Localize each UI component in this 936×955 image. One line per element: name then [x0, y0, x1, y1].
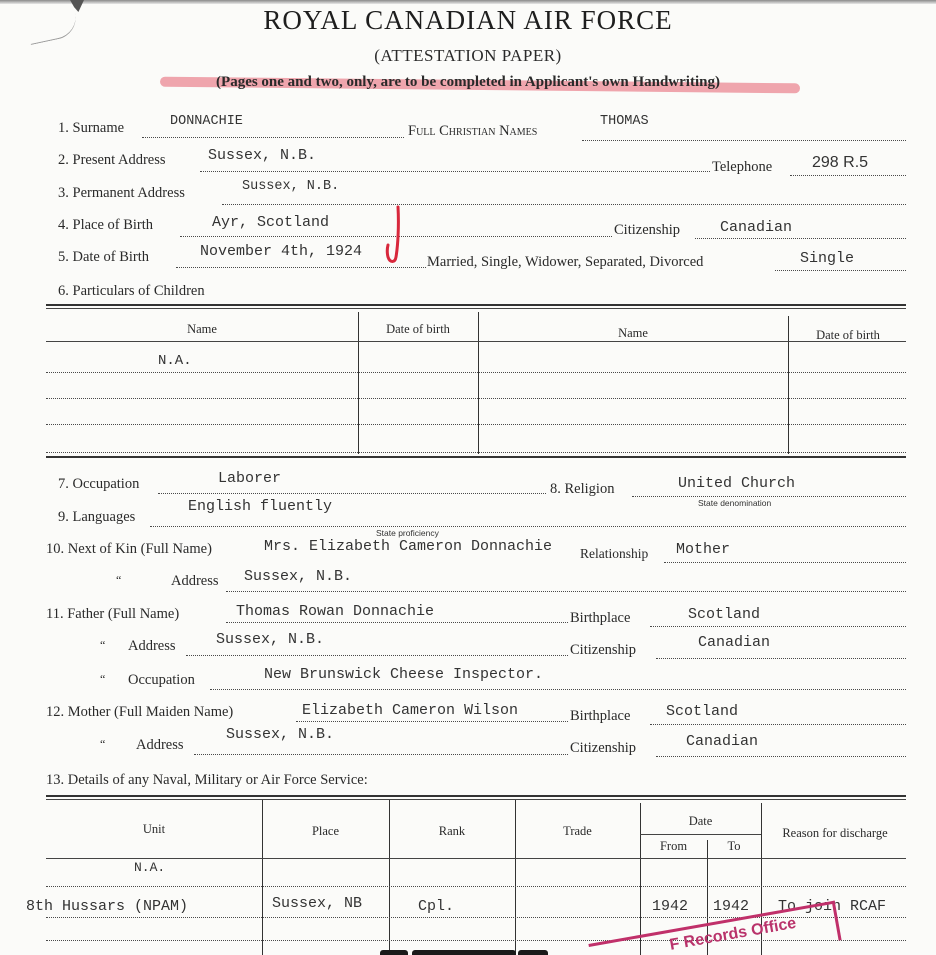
- service-place-cell: Sussex, NB: [272, 895, 363, 912]
- header-rule: [46, 341, 906, 342]
- mother-address-line: [194, 754, 568, 755]
- relationship-label: Relationship: [580, 546, 649, 561]
- present-address-value: Sussex, N.B.: [208, 147, 317, 164]
- relationship-line: [664, 562, 906, 563]
- father-name-line: [226, 622, 568, 623]
- mother-name-value: Elizabeth Cameron Wilson: [302, 702, 519, 719]
- mother-citizenship-label: Citizenship: [570, 740, 637, 756]
- service-reason-cell: To join RCAF: [778, 898, 887, 915]
- mother-name-label: 12. Mother (Full Maiden Name): [46, 704, 234, 720]
- christian-names-label: Full Christian Names: [408, 123, 538, 139]
- surname-value: DONNACHIE: [170, 114, 243, 129]
- mother-address-value: Sussex, N.B.: [226, 726, 335, 743]
- father-birthplace-value: Scotland: [688, 606, 761, 623]
- present-address-line: [200, 171, 710, 172]
- permanent-address-value: Sussex, N.B.: [242, 179, 340, 194]
- father-citizenship-value: Canadian: [698, 634, 771, 651]
- page-edge-shadow: [0, 0, 936, 4]
- mother-address-label: Address: [136, 737, 184, 753]
- instructions-text: (Pages one and two, only, are to be completed in Applicant's own Handwriting): [216, 74, 720, 90]
- children-header-dob-2: Date of birth: [816, 328, 880, 342]
- religion-line: [632, 496, 906, 497]
- ditto-mark: “: [100, 672, 106, 686]
- father-address-line: [186, 655, 568, 656]
- surname-line: [142, 137, 404, 138]
- citizenship-line: [695, 238, 906, 239]
- service-header-to: To: [727, 839, 741, 853]
- religion-value: United Church: [678, 475, 796, 492]
- table-row-line: [46, 452, 906, 453]
- christian-names-value: THOMAS: [600, 114, 649, 129]
- service-header-date: Date: [688, 814, 713, 828]
- next-of-kin-label: 10. Next of Kin (Full Name): [46, 541, 212, 557]
- date-of-birth-label: 5. Date of Birth: [58, 249, 150, 265]
- service-header-reason: Reason for discharge: [782, 826, 888, 840]
- father-birthplace-label: Birthplace: [570, 610, 631, 626]
- service-label: 13. Details of any Naval, Military or Air Force Service:: [46, 772, 368, 788]
- next-of-kin-value: Mrs. Elizabeth Cameron Donnachie: [264, 538, 553, 555]
- nok-address-value: Sussex, N.B.: [244, 568, 353, 585]
- table-top-rule: [46, 304, 906, 306]
- languages-value: English fluently: [188, 498, 333, 515]
- ditto-mark: “: [100, 737, 106, 751]
- red-checkmark-icon: [384, 205, 402, 265]
- date-of-birth-value: November 4th, 1924: [200, 243, 363, 260]
- telephone-line: [790, 175, 906, 176]
- document-title: ROYAL CANADIAN AIR FORCE: [263, 5, 673, 35]
- religion-label: 8. Religion: [550, 481, 615, 497]
- nok-address-line: [226, 591, 906, 592]
- mother-citizenship-line: [656, 756, 906, 757]
- service-unit-cell: N.A.: [134, 860, 166, 875]
- telephone-label: Telephone: [712, 159, 773, 175]
- service-header-trade: Trade: [563, 824, 592, 838]
- service-header-rank: Rank: [438, 824, 466, 838]
- occupation-value: Laborer: [218, 470, 282, 487]
- languages-label: 9. Languages: [58, 509, 136, 525]
- marital-status-label: Married, Single, Widower, Separated, Divorced: [427, 254, 704, 270]
- father-birthplace-line: [650, 626, 906, 627]
- permanent-address-label: 3. Permanent Address: [58, 185, 185, 201]
- nok-address-label: Address: [171, 573, 219, 589]
- place-of-birth-label: 4. Place of Birth: [58, 217, 154, 233]
- redaction-bar: [518, 950, 548, 955]
- mother-citizenship-value: Canadian: [686, 733, 759, 750]
- father-occupation-line: [210, 689, 906, 690]
- service-unit-cell: 8th Hussars (NPAM): [26, 898, 189, 915]
- table-row-line: [46, 886, 906, 887]
- mother-birthplace-line: [650, 724, 906, 725]
- children-header-name: Name: [187, 322, 217, 336]
- table-row-line: [46, 372, 906, 373]
- document-subtitle: (ATTESTATION PAPER): [374, 46, 562, 65]
- service-header-unit: Unit: [142, 822, 166, 836]
- father-address-label: Address: [128, 638, 176, 654]
- date-subheader-rule: [640, 834, 761, 835]
- father-address-value: Sussex, N.B.: [216, 631, 325, 648]
- table-top-rule: [46, 795, 906, 797]
- religion-hint: State denomination: [698, 498, 772, 508]
- service-from-cell: 1942: [652, 898, 689, 915]
- languages-line: [150, 526, 906, 527]
- service-header-from: From: [659, 839, 688, 853]
- redaction-bar: [380, 950, 408, 955]
- child-name-cell: N.A.: [158, 353, 192, 369]
- table-top-rule-inner: [46, 799, 906, 800]
- occupation-line: [158, 493, 546, 494]
- place-of-birth-value: Ayr, Scotland: [212, 214, 330, 231]
- mother-birthplace-value: Scotland: [666, 703, 739, 720]
- stamp-text: F Records Office: [668, 914, 798, 954]
- service-rank-cell: Cpl.: [418, 898, 455, 915]
- father-citizenship-line: [656, 658, 906, 659]
- table-row-line: [46, 424, 906, 425]
- father-name-value: Thomas Rowan Donnachie: [236, 603, 435, 620]
- ditto-mark: “: [100, 638, 106, 652]
- children-header-name-2: Name: [618, 326, 648, 340]
- present-address-label: 2. Present Address: [58, 152, 166, 168]
- service-to-cell: 1942: [713, 898, 750, 915]
- occupation-label: 7. Occupation: [58, 476, 140, 492]
- father-occupation-value: New Brunswick Cheese Inspector.: [264, 666, 544, 683]
- father-occupation-label: Occupation: [128, 672, 195, 688]
- father-name-label: 11. Father (Full Name): [46, 606, 180, 622]
- children-label: 6. Particulars of Children: [58, 283, 205, 299]
- marital-status-value: Single: [800, 250, 855, 267]
- service-header-place: Place: [311, 824, 340, 838]
- father-citizenship-label: Citizenship: [570, 642, 637, 658]
- citizenship-label: Citizenship: [614, 222, 681, 238]
- header-rule: [46, 858, 906, 859]
- table-top-rule-inner: [46, 308, 906, 309]
- surname-label: 1. Surname: [58, 120, 125, 136]
- relationship-value: Mother: [676, 541, 731, 558]
- table-bottom-rule: [46, 456, 906, 458]
- date-of-birth-line: [176, 267, 426, 268]
- marital-status-line: [775, 270, 906, 271]
- table-row-line: [46, 398, 906, 399]
- mother-name-line: [296, 721, 568, 722]
- children-header-dob: Date of birth: [386, 322, 450, 336]
- christian-names-line: [582, 140, 906, 141]
- ditto-mark: “: [116, 573, 122, 587]
- telephone-value: 298 R.5: [812, 154, 869, 171]
- languages-hint: State proficiency: [376, 528, 439, 538]
- permanent-address-line: [222, 204, 906, 205]
- redaction-bar: [412, 950, 516, 955]
- citizenship-value: Canadian: [720, 219, 793, 236]
- mother-birthplace-label: Birthplace: [570, 708, 631, 724]
